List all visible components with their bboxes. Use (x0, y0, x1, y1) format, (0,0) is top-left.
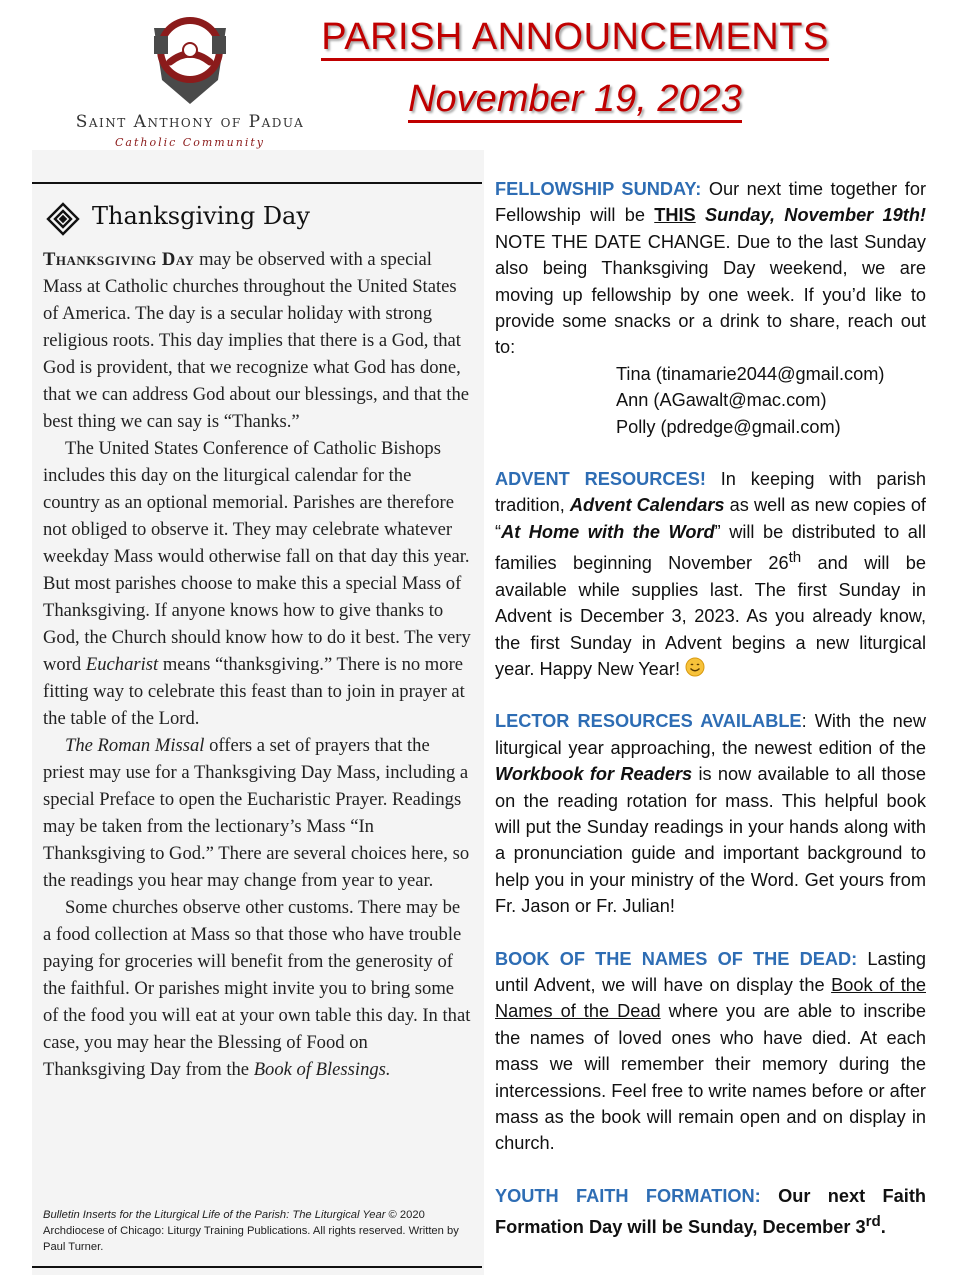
thanksgiving-heading (46, 200, 466, 236)
contact-item: Tina (tinamarie2044@gmail.com) (616, 363, 885, 384)
org-name: Saint Anthony of Padua (75, 112, 305, 132)
names-of-dead-announcement: BOOK OF THE NAMES OF THE DEAD: Lasting until Advent, we will have on display the Book of the Names of the Dead where you are able to inscribe the names of loved ones who have died. At each mass we will remember their memory during the intercessions. Feel free to write names before or after mass as the book will remain open and on display in church. (495, 948, 926, 1154)
article-paragraph: The Roman Missal offers a set of prayers that the priest may use for a Thanksgiving Day Mass, including a special Preface to open the Eucharistic Prayer. Readings may be taken from the lectionary’s Mass “In Thanksgiving to God.” There are several choices here, so the readings you hear may change from year to year. (43, 735, 470, 891)
article-paragraph: Thanksgiving Day may be observed with a special Mass at Catholic churches throughout the United States of America. The day is a secular holiday with strong religious roots. This day implies that there is a God, that God is provident, that we recognize what God has done, that we can address God about our blessings, and that the best thing we can say is “Thanks.” (43, 249, 470, 432)
lector-announcement: LECTOR RESOURCES AVAILABLE: With the new liturgical year approaching, the newest edition of the Workbook for Readers is now available to all those on the reading rotation for mass. This helpful book will put the Sunday readings in your hands along with a pronunciation guide and important background to help you in your ministry of the Word. Get yours from Fr. Jason or Fr. Julian! (495, 711, 926, 917)
ornament-diamond-icon (46, 202, 80, 236)
page-date: November 19, 2023 (300, 78, 850, 121)
fellowship-announcement: FELLOWSHIP SUNDAY: Our next time together for Fellowship will be THIS Sunday, November 19th! NOTE THE DATE CHANGE. Due to the last Sunday also being Thanksgiving Day weekend, we are moving up fellowship by one week. If you’d like to provide some snacks or a drink to share, reach out to: Tina (tinamarie2044@gmail.com) Ann (AGawalt@mac.com) Polly (pdredge@gmail.com) (495, 176, 926, 440)
thanksgiving-article (43, 246, 471, 1083)
section-heading: BOOK OF THE NAMES OF THE DEAD: (495, 948, 858, 969)
contact-item: Ann (AGawalt@mac.com) (616, 390, 827, 411)
parish-emblem-icon (148, 8, 232, 106)
section-heading: FELLOWSHIP SUNDAY: (495, 179, 702, 199)
section-heading: ADVENT RESOURCES! (495, 469, 706, 490)
thanksgiving-title: Thanksgiving Day (92, 202, 310, 230)
announcements-column (495, 176, 926, 1267)
parish-logo (60, 8, 320, 153)
article-paragraph: The United States Conference of Catholic Bishops includes this day on the liturgical calendar for the country as an optional memorial. Parishes are therefore not obliged to observe it. They may celebrate whatever weekday Mass would otherwise fall on that day this year. But most parishes choose to make this a special Mass of Thanksgiving. If anyone knows how to give thanks to God, the Church should know how to do it best. The very word Eucharist means “thanksgiving.” There is no more fitting way to celebrate this feast than to join in prayer at the table of the Lord. (43, 438, 471, 729)
advent-announcement: ADVENT RESOURCES! In keeping with parish tradition, Advent Calendars as well as new copies of “At Home with the Word” will be distributed to all families beginning November 26th and will be available while supplies last. The first Sunday in Advent is December 3, 2023. As you already know, the first Sunday in Advent begins a new liturgical year. Happy New Year! (495, 469, 927, 679)
article-credit: Bulletin Inserts for the Liturgical Life of the Parish: The Liturgical Year © 2020 Archdiocese of Chicago: Liturgy Training Publications. All rights reserved. Written by Paul Turner. (43, 1209, 459, 1253)
contact-list (495, 361, 926, 440)
article-paragraph: Some churches observe other customs. There may be a food collection at Mass so that those who have trouble paying for groceries will benefit from the generosity of the faithful. Or parishes might invite you to bring some of the food you will eat at your own table this day. In that case, you may hear the Blessing of Food on Thanksgiving Day from the Book of Blessings. (43, 897, 471, 1080)
section-heading: LECTOR RESOURCES AVAILABLE (495, 711, 802, 732)
panel-bottom-rule (32, 1266, 482, 1268)
youth-formation-announcement: YOUTH FAITH FORMATION: Our next Faith Formation Day will be Sunday, December 3rd. (495, 1185, 927, 1238)
org-subtitle: Catholic Community (114, 136, 266, 149)
panel-top-rule (32, 182, 482, 184)
contact-item: Polly (pdredge@gmail.com) (616, 416, 841, 437)
smiley-face-icon (685, 657, 705, 677)
section-heading: YOUTH FAITH FORMATION: (495, 1185, 761, 1206)
page-title: PARISH ANNOUNCEMENTS (300, 16, 850, 59)
